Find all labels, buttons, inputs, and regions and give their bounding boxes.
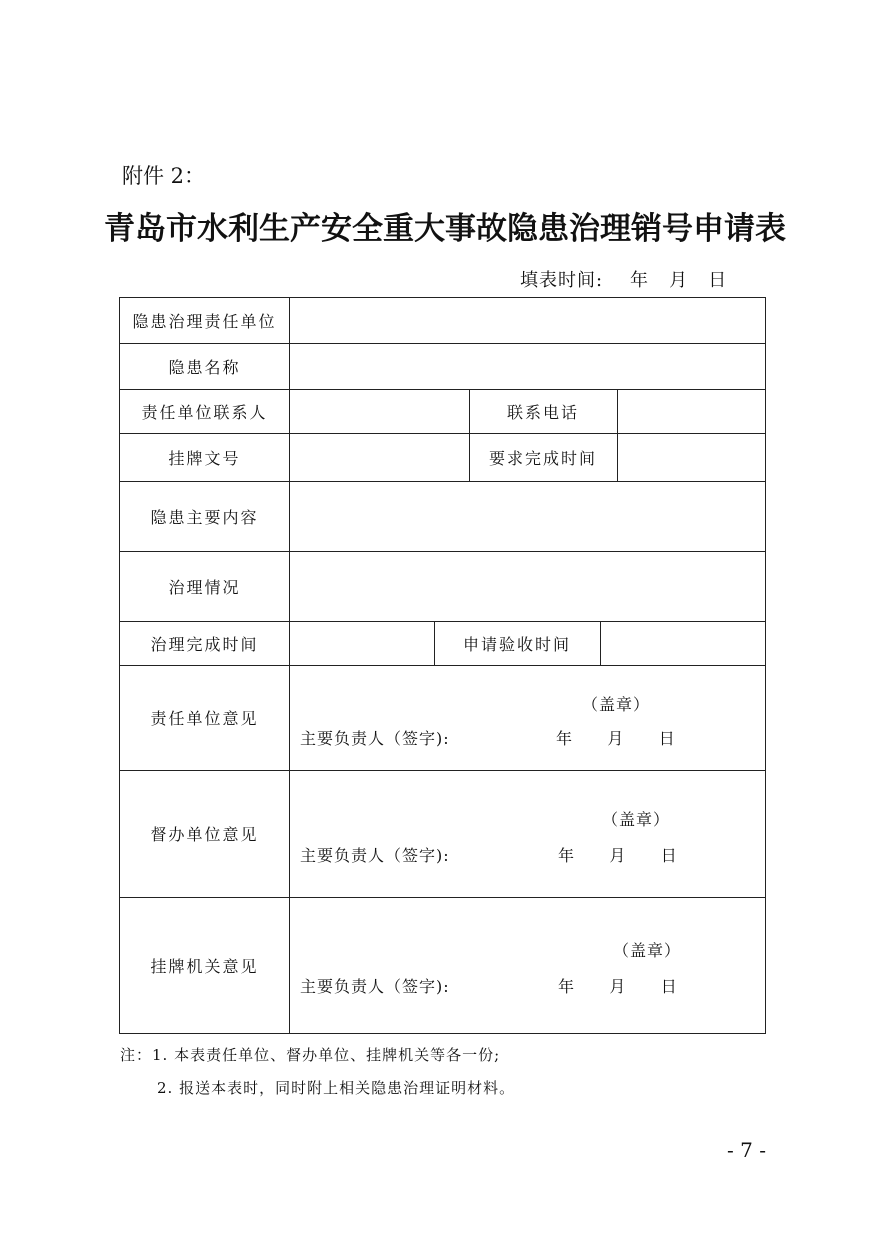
supervising-unit-opinion-label: 督办单位意见 bbox=[150, 825, 259, 844]
signer-label: 主要负责人（签字): bbox=[300, 729, 450, 748]
contact-person-label: 责任单位联系人 bbox=[141, 402, 268, 422]
note-2: 2. 报送本表时，同时附上相关隐患治理证明材料。 bbox=[157, 1079, 516, 1097]
listing-doc-value[interactable] bbox=[290, 434, 469, 481]
form-title: 青岛市水利生产安全重大事故隐患治理销号申请表 bbox=[104, 211, 786, 247]
date-label: 年 月 日 bbox=[556, 729, 678, 748]
hazard-content-label: 隐患主要内容 bbox=[150, 507, 259, 527]
page-number: - 7 - bbox=[727, 1138, 766, 1162]
phone-value[interactable] bbox=[618, 390, 765, 433]
acceptance-time-label: 申请验收时间 bbox=[462, 634, 571, 654]
seal-label: （盖章） bbox=[613, 941, 682, 960]
completion-time-value[interactable] bbox=[290, 622, 434, 665]
responsible-unit-label: 隐患治理责任单位 bbox=[132, 312, 277, 331]
fill-time: 填表时间: 年 月 日 bbox=[520, 270, 728, 291]
attachment-label: 附件 2： bbox=[122, 164, 206, 188]
listing-authority-opinion-label: 挂牌机关意见 bbox=[150, 956, 259, 976]
signer-label: 主要负责人（签字): bbox=[300, 846, 450, 865]
hazard-content-value[interactable] bbox=[290, 482, 765, 551]
seal-label: （盖章） bbox=[602, 810, 671, 829]
seal-label: （盖章） bbox=[582, 695, 651, 714]
date-label: 年 月 日 bbox=[558, 977, 680, 996]
deadline-label: 要求完成时间 bbox=[488, 448, 597, 468]
acceptance-time-value[interactable] bbox=[601, 622, 765, 665]
hazard-name-value[interactable] bbox=[290, 344, 765, 389]
note-1: 注：1. 本表责任单位、督办单位、挂牌机关等各一份; bbox=[120, 1046, 501, 1064]
phone-label: 联系电话 bbox=[506, 402, 579, 422]
responsible-unit-opinion-label: 责任单位意见 bbox=[150, 709, 259, 728]
contact-person-value[interactable] bbox=[290, 390, 469, 433]
treatment-value[interactable] bbox=[290, 552, 765, 621]
treatment-label: 治理情况 bbox=[168, 577, 241, 597]
signer-label: 主要负责人（签字): bbox=[300, 977, 450, 996]
completion-time-label: 治理完成时间 bbox=[150, 634, 259, 654]
date-label: 年 月 日 bbox=[558, 846, 680, 865]
listing-doc-label: 挂牌文号 bbox=[168, 448, 241, 468]
deadline-value[interactable] bbox=[618, 434, 765, 481]
responsible-unit-value[interactable] bbox=[290, 298, 765, 343]
application-form-table bbox=[119, 297, 766, 1034]
hazard-name-label: 隐患名称 bbox=[168, 357, 241, 377]
